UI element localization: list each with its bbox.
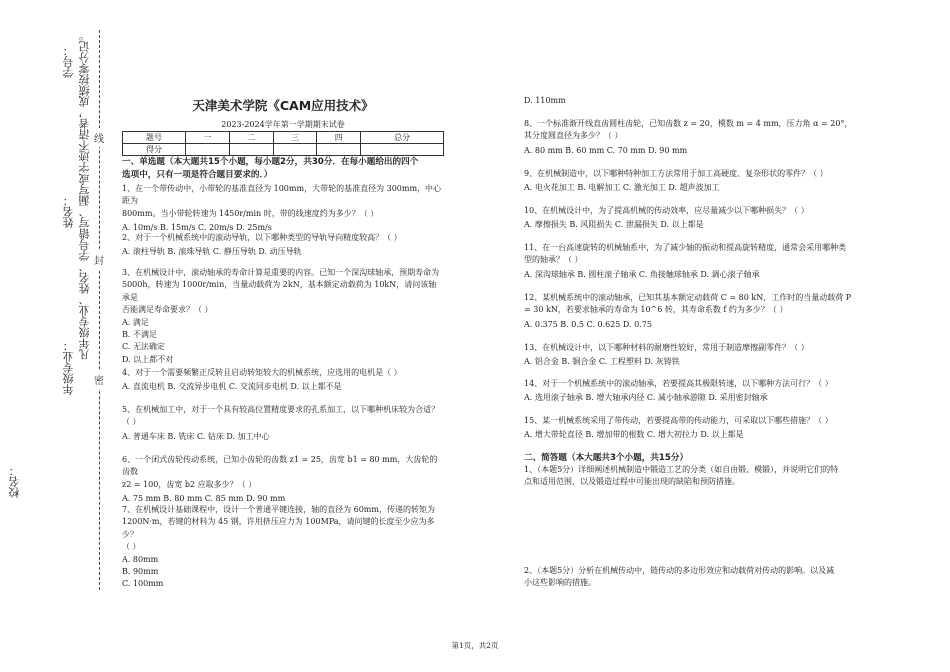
score-table-header-row	[123, 132, 444, 144]
question-options: A. 10m/s B. 15m/s C. 20m/s D. 25m/s	[122, 223, 272, 233]
question-text: 5000h，转速为 1000r/min，当量动载荷为 2kN，基本额定动载荷为 10kN，请问该轴承是	[122, 280, 437, 302]
question-9	[524, 168, 854, 195]
question-4	[122, 367, 444, 394]
question-options: A. 滚柱导轨 B. 滚珠导轨 C. 静压导轨 D. 动压导轨	[122, 247, 302, 257]
question-7	[122, 504, 444, 591]
question-text: 4、对于一个需要频繁正反转且启动转矩较大的机械系统，应选用的电机是（ ）	[122, 368, 402, 377]
section1-heading-line: 一、单选题（本大题共15个小题，每小题2分，共30分．在每小题给出的四个	[122, 157, 419, 167]
score-cell: 四	[317, 132, 361, 144]
score-cell: 题号	[123, 132, 186, 144]
question-7-continued	[524, 95, 854, 107]
grade-major-label: 年级专业：	[62, 340, 75, 395]
section1-heading-line: 选项中，只有一项是符合题目要求的．）	[122, 169, 273, 180]
question-1	[122, 183, 444, 235]
score-cell: 三	[273, 132, 317, 144]
score-cell	[317, 144, 361, 156]
question-11	[524, 242, 854, 281]
seal-feng: 封	[94, 250, 104, 269]
question-text: 5、在机械加工中，对于一个具有较高位置精度要求的孔系加工，以下哪种机床较为合适？	[122, 405, 440, 414]
question-text: 8、一个标准渐开线直齿圆柱齿轮，已知齿数 z = 20，模数 m = 4 mm，压力角 α = 20°，	[524, 119, 853, 128]
exam-notice: 凡年级专业、姓名、学号错写、漏写或字迹不清者，成绩按零分记。	[78, 30, 91, 360]
question-10	[524, 205, 854, 232]
question-options: A. 深沟球轴承 B. 圆柱滚子轴承 C. 角接触球轴承 D. 调心滚子轴承	[524, 269, 760, 279]
seal-mi: 密	[94, 370, 104, 389]
score-cell	[186, 144, 230, 156]
question-options: A. 铝合金 B. 铜合金 C. 工程塑料 D. 灰铸铁	[524, 357, 680, 367]
question-text: 1、（本题5分）详细阐述机械制造中锻造工艺的分类（如自由锻、模锻），并说明它们的特	[524, 465, 839, 474]
question-text: 3、在机械设计中，滚动轴承的寿命计算是重要的内容。已知一个深沟球轴承，预期寿命为	[122, 268, 440, 277]
question-2	[122, 232, 444, 259]
question-12	[524, 292, 854, 331]
question-options: A. 0.375 B. 0.5 C. 0.625 D. 0.75	[524, 319, 652, 329]
score-cell: 一	[186, 132, 230, 144]
question-text: 型的轴承？（ ）	[524, 255, 583, 265]
question-options: A. 选用滚子轴承 B. 增大轴承内径 C. 减小轴承游隙 D. 采用密封轴承	[524, 393, 768, 403]
page-footer: 第1页，共2页	[451, 641, 499, 650]
score-table-row	[123, 144, 444, 156]
question-13	[524, 342, 854, 369]
question-options: A. 直流电机 B. 交流异步电机 C. 交流同步电机 D. 以上都不是	[122, 382, 342, 392]
option-d: D. 以上都不对	[122, 354, 174, 364]
option-b: B. 90mm	[122, 566, 159, 576]
question-text: 6、一个闭式齿轮传动系统，已知小齿轮的齿数 z1 = 25，齿宽 b1 = 80 mm，大齿轮的齿数	[122, 455, 438, 477]
question-options: A. 普通车床 B. 铣床 C. 钻床 D. 加工中心	[122, 431, 270, 441]
short-answer-1	[524, 464, 854, 489]
short-answer-2	[524, 565, 854, 590]
question-text: 14、对于一个机械系统中的滚动轴承，若要提高其极限转速，以下哪种方法可行？（ ）	[524, 379, 833, 388]
school-name-label: 校名：	[8, 465, 21, 498]
score-table	[122, 131, 444, 156]
question-8	[524, 118, 854, 157]
question-text: 13、在机械设计中，以下哪种材料的耐磨性较好，常用于制造摩擦副零件？（ ）	[524, 343, 809, 352]
question-options: A. 80 mm B. 60 mm C. 70 mm D. 90 mm	[524, 145, 688, 155]
question-text: 1、在一个带传动中，小带轮的基准直径为 100mm，大带轮的基准直径为 300mm，中心距为	[122, 184, 442, 206]
section1-heading	[122, 156, 452, 182]
question-options: A. 增大带轮直径 B. 增加带的根数 C. 增大初拉力 D. 以上都是	[524, 430, 744, 440]
exam-subtitle: 2023-2024学年第一学期期末试卷	[221, 120, 345, 129]
section2-heading: 二、简答题（本大题共3个小题，共15分）	[524, 453, 689, 463]
question-15	[524, 415, 854, 442]
question-text: 2、对于一个机械系统中的滚动导轨，以下哪种类型的导轨导向精度较高？（ ）	[122, 233, 402, 242]
score-cell: 二	[229, 132, 273, 144]
question-text: 800mm。当小带轮转速为 1450r/min 时，带的线速度约为多少？（ ）	[122, 208, 379, 218]
option-a: A. 满足	[122, 317, 149, 327]
question-5	[122, 404, 444, 443]
exam-title: 天津美术学院《CAM应用技术》	[192, 98, 374, 113]
seal-xian: 线	[94, 128, 104, 147]
question-options: A. 摩擦损失 B. 风阻损失 C. 泄漏损失 D. 以上都是	[524, 220, 704, 230]
question-text: 2、（本题5分）分析在机械传动中，链传动的多边形效应和动载荷对传动的影响。以及减	[524, 566, 835, 575]
question-text: 其分度圆直径为多少？（ ）	[524, 131, 623, 141]
question-text: = 30 kN，若要求轴承的寿命为 10^6 转，其寿命系数 f 约为多少？（ ）	[524, 305, 788, 315]
question-text: 9、在机械制造中，以下哪种特种加工方法常用于加工高硬度、复杂形状的零件？（ ）	[524, 169, 828, 178]
score-cell	[229, 144, 273, 156]
score-cell: 得分	[123, 144, 186, 156]
question-options: A. 75 mm B. 80 mm C. 85 mm D. 90 mm	[122, 494, 286, 504]
option-a: A. 80mm	[122, 554, 159, 564]
question-text: 7、在机械设计基础课程中，设计一个普通平键连接，轴的直径为 60mm，传递的转矩为	[122, 505, 435, 514]
question-text: 10、在机械设计中，为了提高机械的传动效率，应尽量减少以下哪种损失？（ ）	[524, 206, 809, 215]
question-text: （ ）	[122, 417, 141, 427]
question-text: （ ）	[122, 542, 141, 552]
option-d: D. 110mm	[524, 96, 566, 105]
question-options: A. 电火花加工 B. 电解加工 C. 激光加工 D. 超声波加工	[524, 183, 720, 193]
question-text: z2 = 100，齿宽 b2 应取多少？（ ）	[122, 479, 257, 489]
question-text: 小这些影响的措施。	[524, 578, 596, 588]
question-14	[524, 378, 854, 405]
question-text: 否能满足寿命要求？（ ）	[122, 305, 213, 315]
question-text: 15、某一机械系统采用了带传动，若要提高带的传动能力，可采取以下哪些措施？（ ）	[524, 416, 833, 425]
option-b: B. 不满足	[122, 329, 157, 339]
question-text: 点和适用范围，以及锻造过程中可能出现的缺陷和预防措施。	[524, 477, 740, 487]
name-label: 姓名：	[62, 195, 75, 228]
student-id-label: 学号：	[62, 45, 75, 78]
question-text: 12、某机械系统中的滚动轴承，已知其基本额定动载荷 C = 80 kN，工作时的当量动载荷 P	[524, 293, 852, 302]
binding-dashed-line	[99, 30, 100, 590]
option-c: C. 100mm	[122, 579, 164, 589]
question-6	[122, 454, 444, 506]
question-3	[122, 267, 444, 366]
score-cell	[361, 144, 444, 156]
question-text: 11、在一台高速旋转的机械轴系中，为了减少轴的振动和提高旋转精度，通常会采用哪种类	[524, 243, 847, 252]
binding-margin	[0, 0, 118, 672]
score-cell: 总分	[361, 132, 444, 144]
question-text: 1200N·m，若键的材料为 45 钢，许用挤压应力为 100MPa，请问键的长度至少应为多少？	[122, 517, 435, 539]
option-c: C. 无法确定	[122, 342, 165, 352]
score-cell	[273, 144, 317, 156]
